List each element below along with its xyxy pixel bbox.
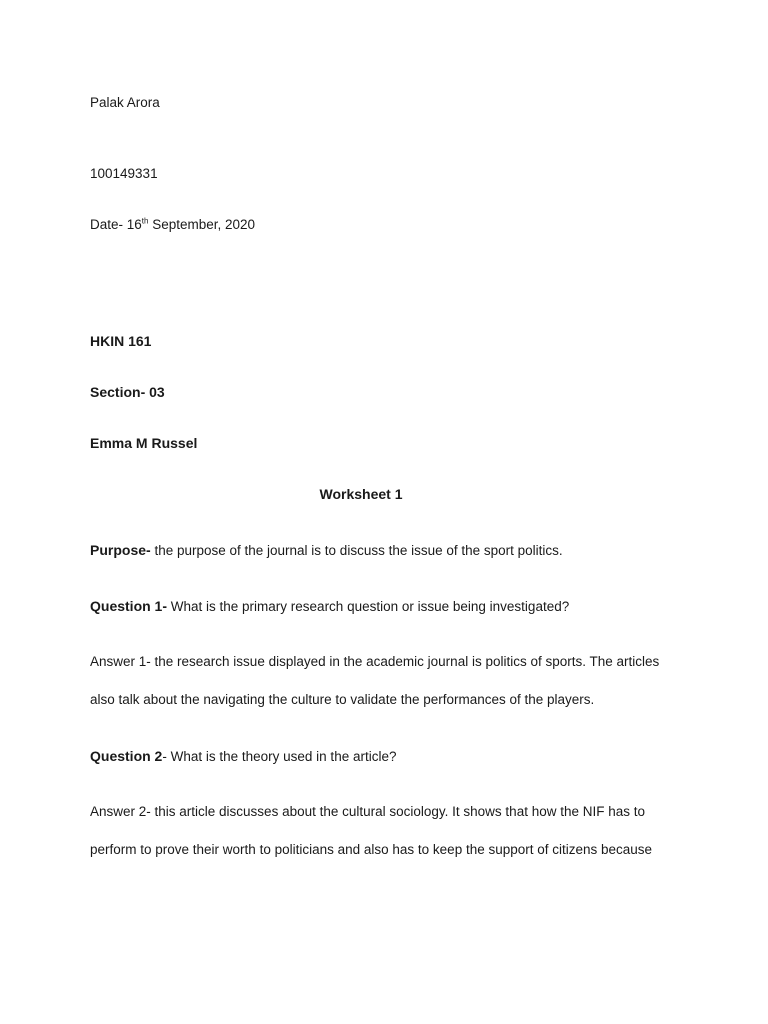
- student-id: 100149331: [90, 166, 158, 181]
- question-1-text: What is the primary research question or issue being investigated?: [167, 599, 570, 614]
- date-line: [90, 216, 255, 234]
- purpose-text: the purpose of the journal is to discuss the issue of the sport politics.: [150, 543, 563, 558]
- answer-2-line-1: Answer 2- this article discusses about the cultural sociology. It shows that how the NIF has to: [90, 804, 646, 819]
- question-2-label: Question 2: [90, 748, 163, 764]
- purpose-label: Purpose-: [90, 542, 151, 558]
- answer-2-line-2: perform to prove their worth to politicians and also has to keep the support of citizens because: [90, 842, 653, 857]
- question-1-label: Question 1-: [90, 598, 168, 614]
- section-number: Section- 03: [90, 384, 165, 400]
- course-code: HKIN 161: [90, 333, 152, 349]
- question-2: [90, 747, 396, 766]
- purpose-paragraph: [90, 541, 563, 560]
- date-rest: September, 2020: [148, 217, 256, 232]
- worksheet-title: Worksheet 1: [319, 486, 403, 502]
- instructor-name: Emma M Russel: [90, 435, 198, 451]
- answer-1-line-1: Answer 1- the research issue displayed in the academic journal is politics of sports. The articles: [90, 654, 660, 669]
- author-name: Palak Arora: [90, 95, 160, 110]
- date-prefix: Date- 16: [90, 217, 142, 232]
- question-2-text: - What is the theory used in the article?: [162, 749, 397, 764]
- question-1: [90, 597, 569, 616]
- answer-1-line-2: also talk about the navigating the culture to validate the performances of the players.: [90, 692, 595, 707]
- date-ordinal: th: [141, 216, 149, 226]
